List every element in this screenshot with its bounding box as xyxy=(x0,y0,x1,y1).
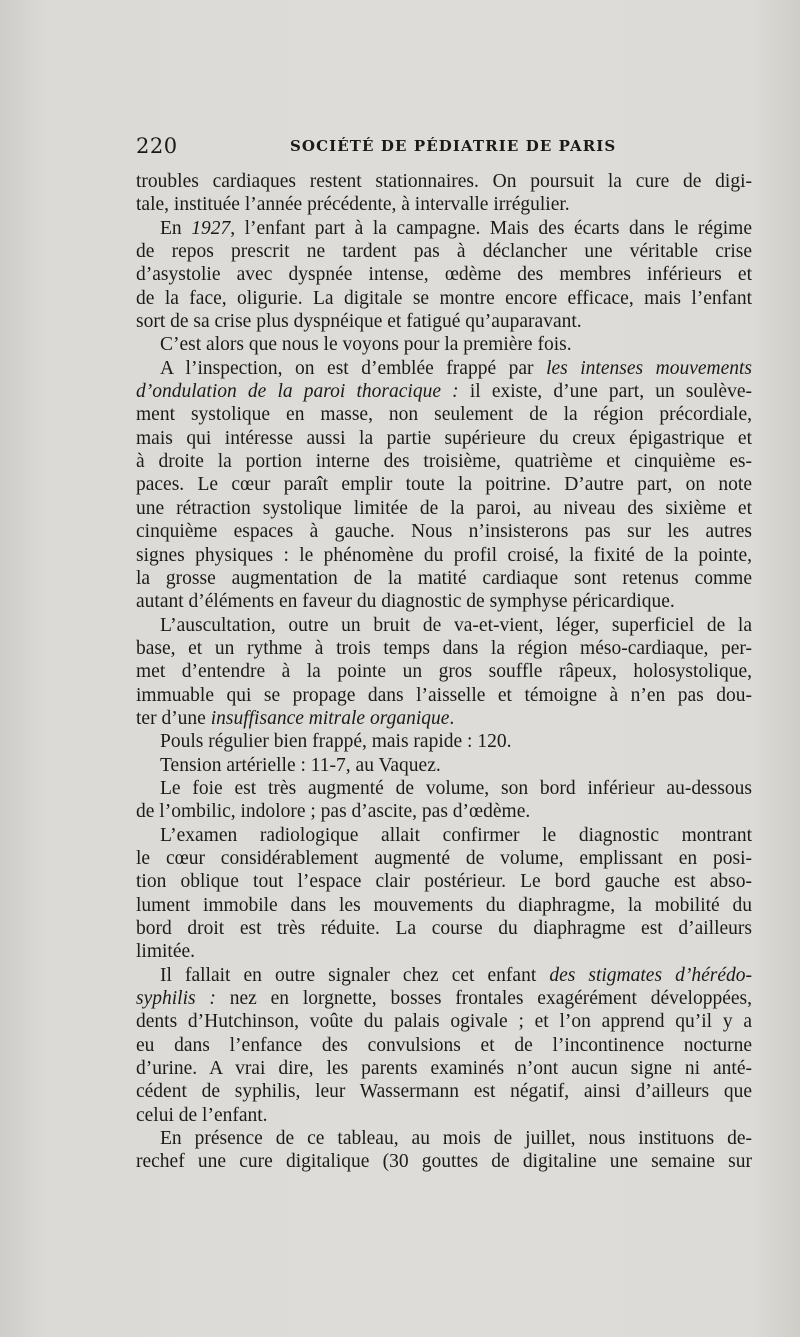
text-line: autant d’éléments en faveur du diagnostic de symphyse péricardique. xyxy=(136,591,675,613)
text-line: ter d’une insuffisance mitrale organique. xyxy=(136,707,455,729)
page-header xyxy=(136,134,756,164)
text-line: une rétraction systolique limitée de la paroi, au niveau des sixième et xyxy=(136,497,752,519)
text-line: le cœur considérablement augmenté de volume, emplissant en posi- xyxy=(136,847,752,869)
text-line: signes physiques : le phénomène du profil croisé, la fixité de la pointe, xyxy=(136,544,752,566)
text-line: Tension artérielle : 11-7, au Vaquez. xyxy=(160,754,441,776)
text-line: d’asystolie avec dyspnée intense, œdème des membres inférieurs et xyxy=(136,264,752,286)
text-line: la grosse augmentation de la matité cardiaque sont retenus comme xyxy=(136,567,752,589)
italic-phrase: des stigmates d’hérédo- xyxy=(549,964,752,986)
running-title: SOCIÉTÉ DE PÉDIATRIE DE PARIS xyxy=(290,137,617,155)
text-line: base, et un rythme à trois temps dans la région méso-cardiaque, per- xyxy=(136,637,752,659)
body-text xyxy=(136,170,752,1174)
text-line: eu dans l’enfance des convulsions et de l’incontinence nocturne xyxy=(136,1034,752,1056)
page-number: 220 xyxy=(136,134,178,158)
text-line: limitée. xyxy=(136,941,196,963)
text-line: cédent de syphilis, leur Wassermann est négatif, ainsi d’ailleurs que xyxy=(136,1081,752,1103)
text-line: troubles cardiaques restent stationnaires. On poursuit la cure de digi- xyxy=(136,171,752,192)
text-line: de repos prescrit ne tardent pas à déclancher une véritable crise xyxy=(136,241,752,263)
text-line: ment systolique en masse, non seulement de la région précordiale, xyxy=(136,404,752,426)
text-line: celui de l’enfant. xyxy=(136,1104,268,1126)
italic-diagnosis: insuffisance mitrale organique xyxy=(210,707,450,729)
text-line: à droite la portion interne des troisième, quatrième et cinquième es- xyxy=(136,451,752,473)
text-line: d’urine. A vrai dire, les parents examinés n’ont aucun signe ni anté- xyxy=(136,1058,752,1080)
italic-phrase: d’ondulation de la paroi thoracique : xyxy=(136,381,459,403)
text-line: bord droit est très réduite. La course du diaphragme est d’ailleurs xyxy=(136,918,752,939)
text-line: L’examen radiologique allait confirmer le diagnostic montrant xyxy=(160,824,752,846)
text-line: L’auscultation, outre un bruit de va-et-vient, léger, superficiel de la xyxy=(160,614,752,636)
text-line: Pouls régulier bien frappé, mais rapide : 120. xyxy=(160,731,512,753)
text-line: met d’entendre à la pointe un gros souffle râpeux, holosystolique, xyxy=(136,661,752,683)
text-line: En 1927, l’enfant part à la campagne. Mais des écarts dans le régime xyxy=(160,217,752,239)
text-line: cinquième espaces à gauche. Nous n’insisterons pas sur les autres xyxy=(136,521,752,543)
italic-phrase: les intenses mouvements xyxy=(546,357,752,379)
text-line: tale, instituée l’année précédente, à intervalle irrégulier. xyxy=(136,194,570,216)
text-line: d’ondulation de la paroi thoracique : il existe, d’une part, un soulève- xyxy=(136,381,752,403)
text-line: Il fallait en outre signaler chez cet enfant des stigmates d’hérédo- xyxy=(160,964,752,986)
text-line: En présence de ce tableau, au mois de juillet, nous instituons de- xyxy=(160,1128,752,1150)
text-line: tion oblique tout l’espace clair postérieur. Le bord gauche est abso- xyxy=(136,871,752,893)
text-line: A l’inspection, on est d’emblée frappé par les intenses mouvements xyxy=(160,357,752,379)
text-line: immuable qui se propage dans l’aisselle et témoigne à n’en pas dou- xyxy=(136,684,752,706)
text-line: C’est alors que nous le voyons pour la première fois. xyxy=(160,334,572,356)
text-line: rechef une cure digitalique (30 gouttes de digitaline une semaine sur xyxy=(136,1151,752,1173)
text-line: sort de sa crise plus dyspnéique et fatigué qu’auparavant. xyxy=(136,311,582,333)
text-line: paces. Le cœur paraît emplir toute la poitrine. D’autre part, on note xyxy=(136,474,752,496)
italic-phrase: syphilis : xyxy=(136,988,216,1010)
text-line: mais qui intéresse aussi la partie supérieure du creux épigastrique et xyxy=(136,427,752,449)
text-line: de la face, oligurie. La digitale se montre encore efficace, mais l’enfant xyxy=(136,287,752,309)
text-line: lument immobile dans les mouvements du diaphragme, la mobilité du xyxy=(136,894,752,916)
italic-year: 1927 xyxy=(191,217,231,239)
text-line: de l’ombilic, indolore ; pas d’ascite, pas d’œdème. xyxy=(136,801,531,823)
text-line: dents d’Hutchinson, voûte du palais ogivale ; et l’on apprend qu’il y a xyxy=(136,1011,752,1033)
text-line: Le foie est très augmenté de volume, son bord inférieur au-dessous xyxy=(160,777,752,799)
text-line: syphilis : nez en lorgnette, bosses frontales exagérément développées, xyxy=(136,988,752,1010)
